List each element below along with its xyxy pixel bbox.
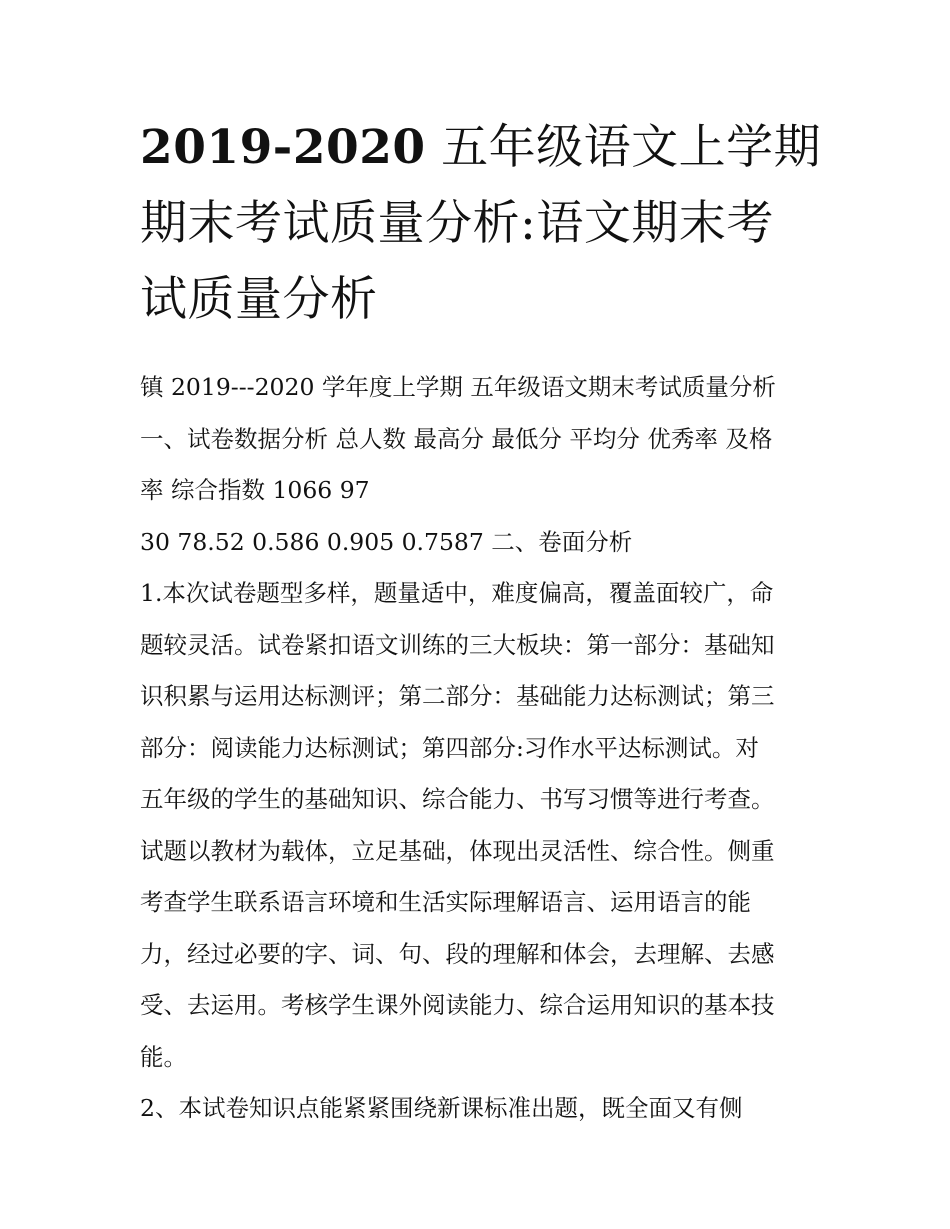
- body-line: 五年级的学生的基础知识、综合能力、书写习惯等进行考查。: [140, 785, 775, 813]
- body-line: 部分：阅读能力达标测试；第四部分:习作水平达标测试。对: [140, 733, 759, 762]
- title-year: 2019-2020: [140, 120, 426, 175]
- document-title: [140, 110, 820, 338]
- body-line: 一、试卷数据分析 总人数 最高分 最低分 平均分 优秀率 及格: [140, 424, 773, 453]
- body-line: 题较灵活。试卷紧扣语文训练的三大板块：第一部分：基础知: [140, 630, 775, 659]
- body-line: 试题以教材为载体，立足基础，体现出灵活性、综合性。侧重: [140, 836, 775, 865]
- document-body: [140, 362, 820, 1135]
- body-line: 力，经过必要的字、词、句、段的理解和体会，去理解、去感: [140, 939, 775, 968]
- title-line: [140, 186, 820, 262]
- body-line: 受、去运用。考核学生课外阅读能力、综合运用知识的基本技: [140, 991, 775, 1019]
- title-text: 期末考试质量分析:语文期末考: [140, 196, 774, 251]
- body-line: 能。: [140, 1042, 187, 1071]
- body-line: 考查学生联系语言环境和生活实际理解语言、运用语言的能: [140, 888, 751, 916]
- title-text: 五年级语文上学期: [425, 120, 822, 175]
- title-line: [140, 262, 820, 338]
- body-line: 1.本次试卷题型多样，题量适中，难度偏高，覆盖面较广，命: [140, 579, 774, 607]
- body-line: 30 78.52 0.586 0.905 0.7587 二、卷面分析: [140, 527, 633, 556]
- document-page: [140, 110, 820, 1135]
- body-line: 率 综合指数 1066 97: [140, 476, 370, 504]
- body-line: 镇 2019---2020 学年度上学期 五年级语文期末考试质量分析: [140, 373, 776, 401]
- title-line: [140, 110, 820, 186]
- body-line: 2、本试卷知识点能紧紧围绕新课标准出题，既全面又有侧: [140, 1094, 743, 1122]
- body-line: 识积累与运用达标测评；第二部分：基础能力达标测试；第三: [140, 682, 775, 710]
- title-text: 试质量分析: [140, 272, 378, 327]
